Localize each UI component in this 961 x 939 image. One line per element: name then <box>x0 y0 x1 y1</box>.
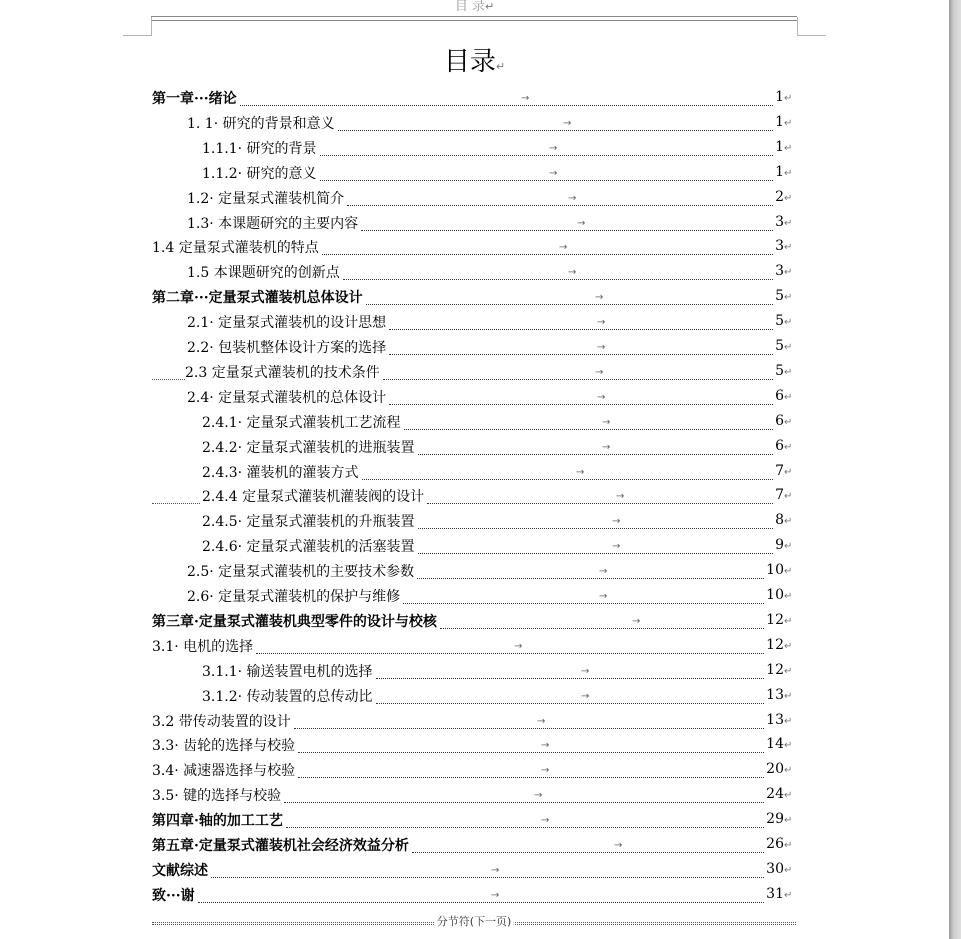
tab-arrow-icon: → <box>616 491 625 503</box>
page-number-value: 30 <box>766 860 784 877</box>
toc-entry-label: 3.4· 减速器选择与校验 <box>152 763 296 780</box>
tab-arrow-icon: → <box>595 292 604 304</box>
toc-entry[interactable] <box>0 413 949 435</box>
toc-page-number <box>766 734 792 756</box>
toc-entry-label: 2.4.4 定量泵式灌装机灌装阀的设计 <box>202 489 425 506</box>
toc-entry-label: 第三章·定量泵式灌装机典型零件的设计与校核 <box>152 613 437 630</box>
toc-entry-label: 2.4.5· 定量泵式灌装机的升瓶装置 <box>202 514 415 531</box>
toc-entry-label: 1.1.2· 研究的意义 <box>202 165 317 182</box>
toc-entry[interactable] <box>0 811 949 833</box>
paragraph-mark-icon: ↵ <box>784 242 793 254</box>
toc-entry-label: 2.4.1· 定量泵式灌装机工艺流程 <box>202 414 401 431</box>
page-number-value: 3 <box>775 238 784 255</box>
toc-page-number <box>775 461 792 483</box>
paragraph-mark-icon: ↵ <box>784 117 793 129</box>
dot-leader <box>440 628 764 629</box>
dot-leader <box>418 528 773 529</box>
page-number-value: 12 <box>766 661 784 678</box>
paragraph-mark-icon: ↵ <box>784 740 793 752</box>
toc-page-number <box>775 112 792 134</box>
toc-entry[interactable] <box>0 761 949 783</box>
toc-page-number <box>775 87 792 109</box>
toc-entry-label: 文献综述 <box>152 862 208 879</box>
toc-entry[interactable] <box>0 886 949 908</box>
toc-page-number <box>775 162 792 184</box>
toc-entry-label: 1.3· 本课题研究的主要内容 <box>187 215 359 232</box>
page-number-value: 26 <box>766 836 784 852</box>
toc-entry[interactable] <box>0 537 949 559</box>
toc-page-number <box>766 710 792 732</box>
toc-entry-label: 1. 1· 研究的背景和意义 <box>187 115 335 132</box>
toc-entry[interactable] <box>0 637 949 659</box>
tab-arrow-icon: → <box>597 342 606 353</box>
toc-page-number <box>766 809 792 831</box>
tab-arrow-icon: → <box>491 864 500 876</box>
toc-entry-label: 2.5· 定量泵式灌装机的主要技术参数 <box>187 564 415 581</box>
toc-entry[interactable] <box>0 114 949 136</box>
paragraph-mark-icon: ↵ <box>784 217 793 229</box>
paragraph-mark-icon: ↵ <box>784 889 793 901</box>
toc-entry[interactable] <box>0 164 949 186</box>
page-number-value: 14 <box>766 736 784 753</box>
page-number-value: 13 <box>766 711 784 728</box>
toc-entry-label: 2.4.2· 定量泵式灌装机的进瓶装置 <box>202 439 415 456</box>
section-break-label: 分节符(下一页) <box>436 915 512 928</box>
toc-page-number <box>775 386 792 408</box>
toc-entry[interactable] <box>0 861 949 883</box>
toc-page-number <box>775 187 792 209</box>
toc-page-number <box>766 635 792 657</box>
toc-page-number <box>775 411 792 433</box>
toc-page-number <box>766 560 792 582</box>
dot-leader <box>404 429 773 430</box>
page-number-value: 10 <box>766 562 784 579</box>
section-break <box>152 914 796 930</box>
dot-leader <box>376 703 764 704</box>
toc-entry[interactable] <box>0 89 949 111</box>
toc-entry[interactable] <box>0 786 949 808</box>
toc-page-number <box>766 859 792 881</box>
toc-entry[interactable] <box>0 338 949 360</box>
paragraph-mark-icon: ↵ <box>784 167 793 179</box>
toc-entry-label: 3.1· 电机的选择 <box>152 638 254 655</box>
tab-arrow-icon: → <box>491 889 500 901</box>
indent-leader <box>152 379 185 380</box>
tab-arrow-icon: → <box>559 242 568 254</box>
paragraph-mark-icon: ↵ <box>784 317 793 329</box>
toc-entry[interactable] <box>0 562 949 584</box>
dot-leader <box>403 603 764 604</box>
toc-page-number <box>766 884 792 906</box>
page-number-value: 6 <box>775 387 784 404</box>
paragraph-mark-icon: ↵ <box>784 591 793 602</box>
tab-arrow-icon: → <box>549 167 558 179</box>
toc-entry-label: 2.4.3· 灌装机的灌装方式 <box>202 464 359 481</box>
page-number-value: 29 <box>766 811 784 828</box>
paragraph-mark-icon: ↵ <box>784 267 793 279</box>
dot-leader <box>338 130 773 131</box>
page-number-value: 6 <box>775 412 784 429</box>
dot-leader <box>347 205 773 206</box>
dot-leader <box>298 777 764 778</box>
paragraph-mark-icon: ↵ <box>784 342 793 353</box>
toc-entry[interactable] <box>0 288 949 310</box>
toc-entry-label: 2.3 定量泵式灌装机的技术条件 <box>185 364 380 381</box>
toc-page-number <box>775 361 792 383</box>
tab-arrow-icon: → <box>602 416 611 428</box>
dot-leader <box>256 653 764 654</box>
toc-entry[interactable] <box>0 139 949 161</box>
page-number-value: 1 <box>775 163 784 180</box>
toc-entry[interactable] <box>0 388 949 410</box>
header-text: 目 录 <box>454 0 485 14</box>
toc-page-number <box>766 784 792 806</box>
paragraph-mark-icon: ↵ <box>784 516 793 528</box>
tab-arrow-icon: → <box>541 740 550 752</box>
toc-page-number <box>775 485 792 507</box>
toc-entry[interactable] <box>0 487 949 509</box>
toc-entry-label: 3.5· 键的选择与校验 <box>152 788 282 805</box>
indent-leader <box>152 503 200 504</box>
page-number-value: 8 <box>775 512 784 529</box>
dot-leader <box>417 578 764 579</box>
tab-arrow-icon: → <box>534 790 543 802</box>
toc-entry-label: 2.1· 定量泵式灌装机的设计思想 <box>187 315 387 332</box>
page-number-value: 1 <box>775 113 784 130</box>
dot-leader <box>418 454 773 455</box>
tab-arrow-icon: → <box>595 366 604 378</box>
toc-entry-label: 2.4· 定量泵式灌装机的总体设计 <box>187 389 387 406</box>
paragraph-mark-icon: ↵ <box>784 840 793 851</box>
crop-mark-right <box>797 17 826 36</box>
toc-entry[interactable] <box>0 363 949 385</box>
tab-arrow-icon: → <box>514 640 523 652</box>
header-rule <box>151 16 797 21</box>
page-number-value: 31 <box>766 885 784 902</box>
toc-entry[interactable] <box>0 736 949 758</box>
page-number-value: 5 <box>775 362 784 379</box>
toc-entry-label: 2.4.6· 定量泵式灌装机的活塞装置 <box>202 539 415 556</box>
page-number-value: 3 <box>775 213 784 230</box>
toc-title[interactable] <box>0 46 949 83</box>
toc-entry[interactable] <box>0 662 949 684</box>
toc-entry-label: 3.3· 齿轮的选择与校验 <box>152 738 296 755</box>
tab-arrow-icon: → <box>632 615 641 627</box>
dot-leader <box>240 105 773 106</box>
toc-entry[interactable] <box>0 687 949 709</box>
toc-page-number <box>766 610 792 632</box>
toc-page-number <box>775 236 792 258</box>
dot-leader <box>383 379 773 380</box>
toc-entry[interactable] <box>0 587 949 609</box>
paragraph-mark-icon: ↵ <box>784 690 793 702</box>
page-number-value: 5 <box>775 288 784 305</box>
toc-entry-label: 2.2· 包装机整体设计方案的选择 <box>187 340 387 356</box>
toc-entry-label: 3.1.2· 传动装置的总传动比 <box>202 688 373 705</box>
toc-page-number <box>775 137 792 159</box>
toc-entry-label: 致···谢 <box>152 887 195 904</box>
page-number-value: 3 <box>775 263 784 280</box>
tab-arrow-icon: → <box>614 840 623 851</box>
dot-leader <box>412 852 764 853</box>
dot-leader <box>198 902 764 903</box>
dot-leader <box>427 503 773 504</box>
paragraph-mark-icon: ↵ <box>784 541 793 553</box>
page-number-value: 6 <box>775 437 784 454</box>
toc-page-number <box>766 585 792 607</box>
toc-entry-label: 1.5 本课题研究的创新点 <box>187 265 340 282</box>
dot-leader <box>389 329 773 330</box>
tab-arrow-icon: → <box>602 441 611 453</box>
toc-entry-label: 2.6· 定量泵式灌装机的保护与维修 <box>187 589 401 605</box>
toc-title-text: 目录 <box>443 47 496 77</box>
paragraph-mark-icon: ↵ <box>784 665 793 677</box>
paragraph-mark-icon: ↵ <box>784 142 793 154</box>
tab-arrow-icon: → <box>612 541 621 553</box>
page-number-value: 2 <box>775 188 784 205</box>
page-number-value: 7 <box>775 462 784 479</box>
crop-mark-left <box>123 17 152 36</box>
toc-page-number <box>775 212 792 234</box>
toc-entry-label: 3.1.1· 输送装置电机的选择 <box>202 663 373 680</box>
toc-page-number <box>766 834 792 856</box>
toc-entry[interactable] <box>0 189 949 211</box>
dot-leader <box>389 354 773 355</box>
paragraph-mark-icon: ↵ <box>784 790 793 802</box>
toc-entry[interactable] <box>0 438 949 460</box>
dot-leader <box>418 553 773 554</box>
page-number-value: 12 <box>766 636 784 653</box>
tab-arrow-icon: → <box>597 317 606 329</box>
dot-leader <box>366 304 773 305</box>
page-number-value: 9 <box>775 537 784 554</box>
page-number-value: 13 <box>766 686 784 703</box>
tab-arrow-icon: → <box>549 142 558 154</box>
toc-entry-label: 第五章·定量泵式灌装机社会经济效益分析 <box>152 838 409 854</box>
paragraph-mark-icon: ↵ <box>784 192 793 204</box>
page-number-value: 1 <box>775 138 784 155</box>
tab-arrow-icon: → <box>541 815 550 827</box>
paragraph-mark-icon: ↵ <box>784 441 793 453</box>
toc-entry[interactable] <box>0 463 949 485</box>
page-number-value: 5 <box>775 313 784 330</box>
toc-entry-label: 第二章···定量泵式灌装机总体设计 <box>152 290 363 307</box>
paragraph-mark-icon: ↵ <box>784 391 793 403</box>
page-header[interactable] <box>0 0 949 14</box>
page-number-value: 5 <box>775 338 784 354</box>
toc-page-number <box>775 535 792 557</box>
toc-entry[interactable] <box>0 712 949 734</box>
toc-entry-label: 第四章·轴的加工工艺 <box>152 813 283 830</box>
dot-leader <box>286 827 764 828</box>
dot-leader <box>211 877 764 878</box>
toc-entry-label: 第一章···绪论 <box>152 91 237 107</box>
tab-arrow-icon: → <box>612 516 621 528</box>
tab-arrow-icon: → <box>521 93 530 104</box>
toc-entry[interactable] <box>0 836 949 858</box>
paragraph-mark-icon: ↵ <box>784 715 793 727</box>
toc-page-number <box>775 311 792 333</box>
toc-entry[interactable] <box>0 612 949 634</box>
tab-arrow-icon: → <box>568 267 577 279</box>
page-number-value: 7 <box>775 487 784 504</box>
dot-leader <box>389 404 773 405</box>
dot-leader <box>294 728 764 729</box>
paragraph-mark-icon: ↵ <box>784 566 793 578</box>
paragraph-mark-icon: ↵ <box>784 640 793 652</box>
dot-leader <box>320 180 773 181</box>
tab-arrow-icon: → <box>581 690 590 702</box>
paragraph-mark-icon: ↵ <box>784 864 793 876</box>
dot-leader <box>320 155 773 156</box>
page-number-value: 24 <box>766 786 784 803</box>
toc-page-number <box>775 510 792 532</box>
toc-page-number <box>775 286 792 308</box>
tab-arrow-icon: → <box>599 591 608 602</box>
toc-page-number <box>766 759 792 781</box>
paragraph-mark-icon: ↵ <box>784 93 793 104</box>
toc-page-number <box>766 660 792 682</box>
paragraph-mark-icon: ↵ <box>784 416 793 428</box>
dot-leader <box>362 479 773 480</box>
page-number-value: 12 <box>766 611 784 628</box>
tab-arrow-icon: → <box>576 466 585 478</box>
tab-arrow-icon: → <box>599 566 608 578</box>
page-number-value: 10 <box>766 587 784 603</box>
tab-arrow-icon: → <box>597 391 606 403</box>
paragraph-mark-icon: ↵ <box>495 60 506 73</box>
paragraph-mark-icon: ↵ <box>784 292 793 304</box>
toc-entry[interactable] <box>0 313 949 335</box>
tab-arrow-icon: → <box>541 765 550 777</box>
toc-entry[interactable] <box>0 238 949 260</box>
paragraph-mark-icon: ↵ <box>484 0 495 13</box>
dot-leader <box>343 279 773 280</box>
paragraph-mark-icon: ↵ <box>784 765 793 777</box>
page-number-value: 20 <box>766 761 784 778</box>
paragraph-mark-icon: ↵ <box>784 366 793 378</box>
dot-leader <box>322 254 773 255</box>
paragraph-mark-icon: ↵ <box>784 466 793 478</box>
toc-entry-label: 1.4 定量泵式灌装机的特点 <box>152 240 319 257</box>
toc-page-number <box>775 436 792 458</box>
tab-arrow-icon: → <box>537 715 546 727</box>
paragraph-mark-icon: ↵ <box>784 491 793 503</box>
toc-page-number <box>775 336 792 358</box>
tab-arrow-icon: → <box>568 192 577 204</box>
toc-entry-label: 1.2· 定量泵式灌装机简介 <box>187 190 345 207</box>
tab-arrow-icon: → <box>581 665 590 677</box>
toc-entry[interactable] <box>0 214 949 236</box>
toc-entry[interactable] <box>0 512 949 534</box>
tab-arrow-icon: → <box>577 217 586 229</box>
toc-entry[interactable] <box>0 263 949 285</box>
toc-page-number <box>775 261 792 283</box>
toc-page-number <box>766 685 792 707</box>
paragraph-mark-icon: ↵ <box>784 815 793 827</box>
tab-arrow-icon: → <box>563 117 572 129</box>
scroll-gutter <box>949 0 961 939</box>
dot-leader <box>284 802 764 803</box>
dot-leader <box>361 230 773 231</box>
page-number-value: 1 <box>775 89 784 105</box>
toc-entry-label: 3.2 带传动装置的设计 <box>152 713 291 730</box>
paragraph-mark-icon: ↵ <box>784 615 793 627</box>
dot-leader <box>376 678 764 679</box>
dot-leader <box>298 752 764 753</box>
toc-entry-label: 1.1.1· 研究的背景 <box>202 140 317 157</box>
